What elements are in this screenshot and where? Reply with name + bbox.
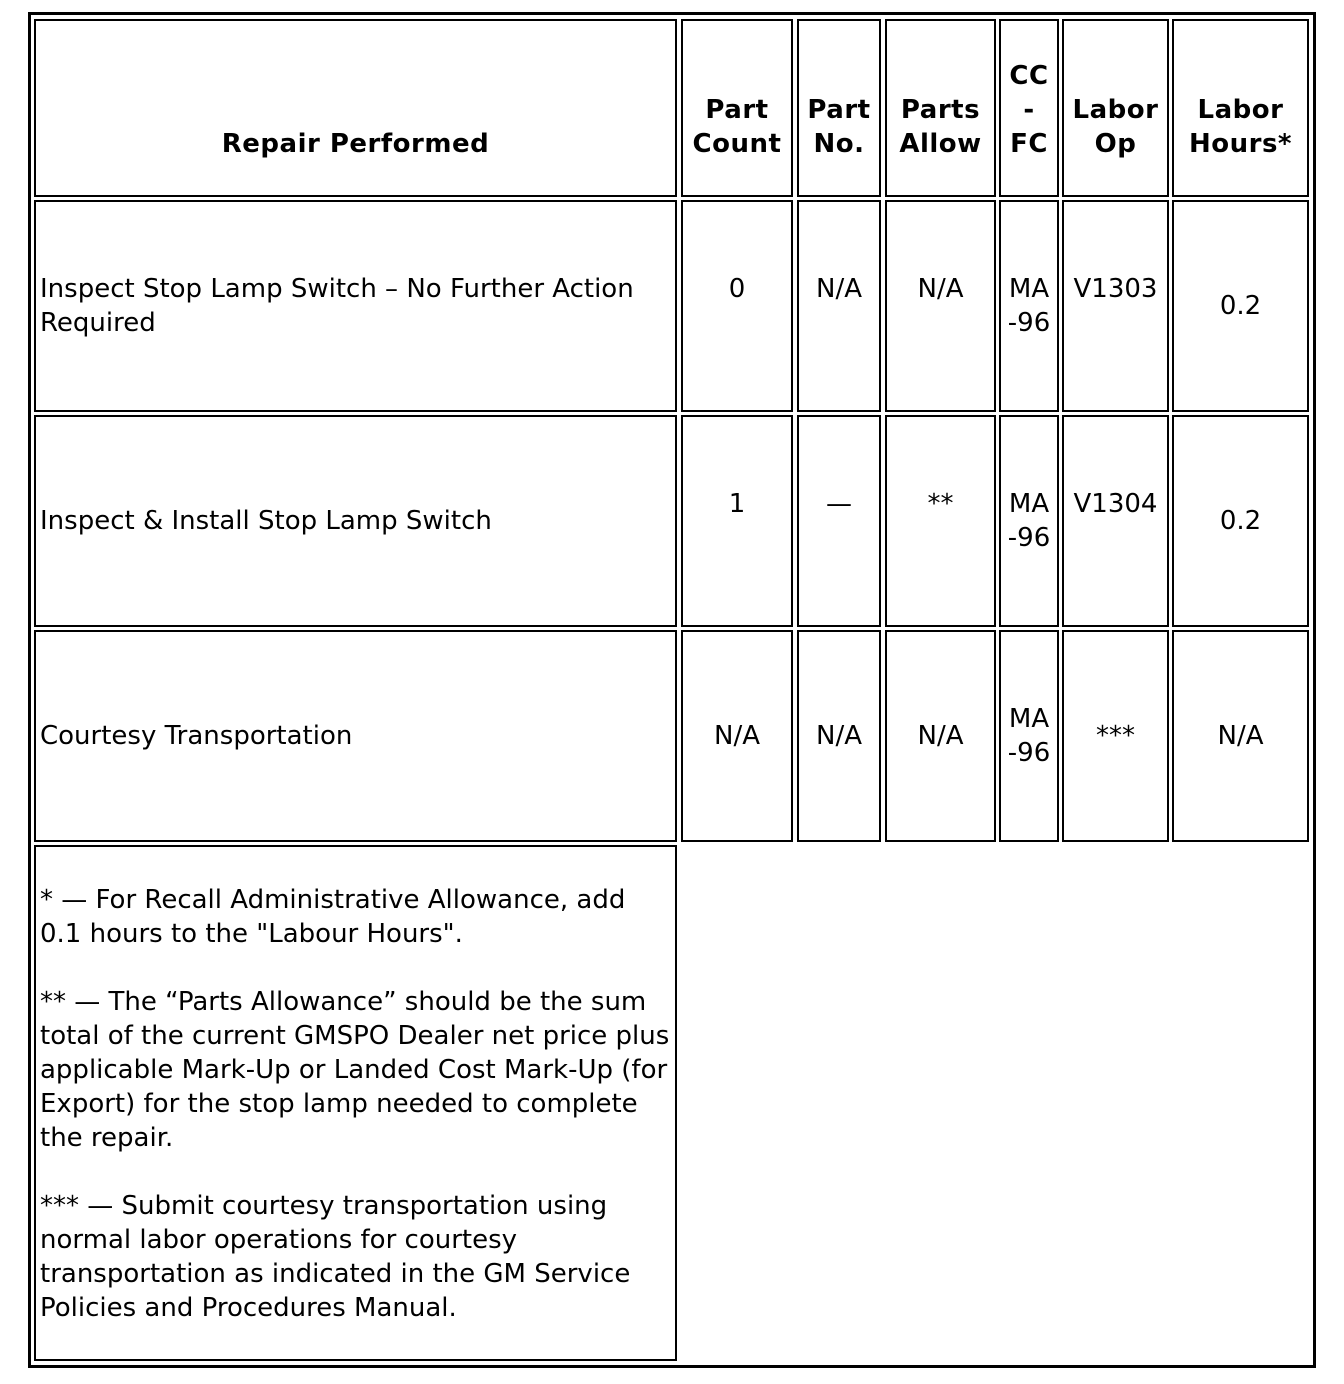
header-labor-op xyxy=(1062,19,1169,197)
header-cc-fc xyxy=(999,19,1059,197)
header-repair-performed-label: Repair Performed xyxy=(221,129,490,159)
header-labor-hours xyxy=(1172,19,1309,197)
row3-part-no xyxy=(797,630,881,842)
header-part-no-label: Part No. xyxy=(807,95,871,159)
row2-repair xyxy=(34,415,677,627)
footnote-2: ** — The “Parts Allowance” should be the sum total of the current GMSPO Dealer net price plus applicable Mark-Up or Landed Cost Mark-Up (for Export) for the stop lamp needed to complete the repair. xyxy=(40,987,670,1153)
row2-part-count xyxy=(681,415,793,627)
row1-labor-op xyxy=(1062,200,1169,412)
row1-labor-hours xyxy=(1172,200,1309,412)
footnote-1: * — For Recall Administrative Allowance, add 0.1 hours to the "Labour Hours". xyxy=(40,885,626,949)
header-part-count-label: Part Count xyxy=(692,95,782,159)
row2-labor-hours xyxy=(1172,415,1309,627)
row2-cc-fc-text: MA -96 xyxy=(1007,489,1051,553)
header-part-no xyxy=(797,19,881,197)
header-part-count xyxy=(681,19,793,197)
row1-part-no-text: N/A xyxy=(816,274,862,304)
row1-part-count xyxy=(681,200,793,412)
row3-labor-hours xyxy=(1172,630,1309,842)
row3-labor-op-text: *** xyxy=(1096,721,1135,751)
row1-labor-op-text: V1303 xyxy=(1073,274,1158,304)
row2-part-no xyxy=(797,415,881,627)
header-parts-allow-label: Parts Allow xyxy=(899,95,982,159)
row1-parts-allow xyxy=(885,200,996,412)
row2-part-count-text: 1 xyxy=(728,489,746,519)
row1-repair-text: Inspect Stop Lamp Switch – No Further Action Required xyxy=(40,274,634,338)
row1-parts-allow-text: N/A xyxy=(917,274,964,304)
row3-parts-allow xyxy=(885,630,996,842)
row2-parts-allow-text: ** xyxy=(927,489,954,519)
row2-repair-text: Inspect & Install Stop Lamp Switch xyxy=(40,506,492,536)
row2-part-no-text: — xyxy=(826,489,852,519)
footnotes xyxy=(34,845,677,1361)
row1-part-count-text: 0 xyxy=(728,274,746,304)
row1-cc-fc-text: MA -96 xyxy=(1007,274,1051,338)
row3-cc-fc-text: MA -96 xyxy=(1007,704,1051,768)
row1-part-no xyxy=(797,200,881,412)
row1-labor-hours-text: 0.2 xyxy=(1219,291,1262,321)
header-labor-hours-label: Labor Hours* xyxy=(1188,95,1293,159)
row3-labor-op xyxy=(1062,630,1169,842)
row3-parts-allow-text: N/A xyxy=(917,721,964,751)
row2-parts-allow xyxy=(885,415,996,627)
header-parts-allow xyxy=(885,19,996,197)
row3-labor-hours-text: N/A xyxy=(1217,721,1264,751)
row3-repair-text: Courtesy Transportation xyxy=(40,721,353,751)
row2-cc-fc xyxy=(999,415,1059,627)
row1-repair xyxy=(34,200,677,412)
row2-labor-op xyxy=(1062,415,1169,627)
header-labor-op-label: Labor Op xyxy=(1072,95,1159,159)
header-repair-performed xyxy=(34,19,677,197)
footnote-3: *** — Submit courtesy transportation using normal labor operations for courtesy transportation as indicated in the GM Service Policies and Procedures Manual. xyxy=(40,1191,631,1323)
row3-part-count xyxy=(681,630,793,842)
row3-repair xyxy=(34,630,677,842)
row2-labor-hours-text: 0.2 xyxy=(1219,506,1262,536)
row3-part-no-text: N/A xyxy=(816,721,862,751)
row1-cc-fc xyxy=(999,200,1059,412)
row2-labor-op-text: V1304 xyxy=(1073,489,1158,519)
header-cc-fc-label: CC - FC xyxy=(1009,61,1049,159)
row3-cc-fc xyxy=(999,630,1059,842)
row3-part-count-text: N/A xyxy=(714,721,760,751)
